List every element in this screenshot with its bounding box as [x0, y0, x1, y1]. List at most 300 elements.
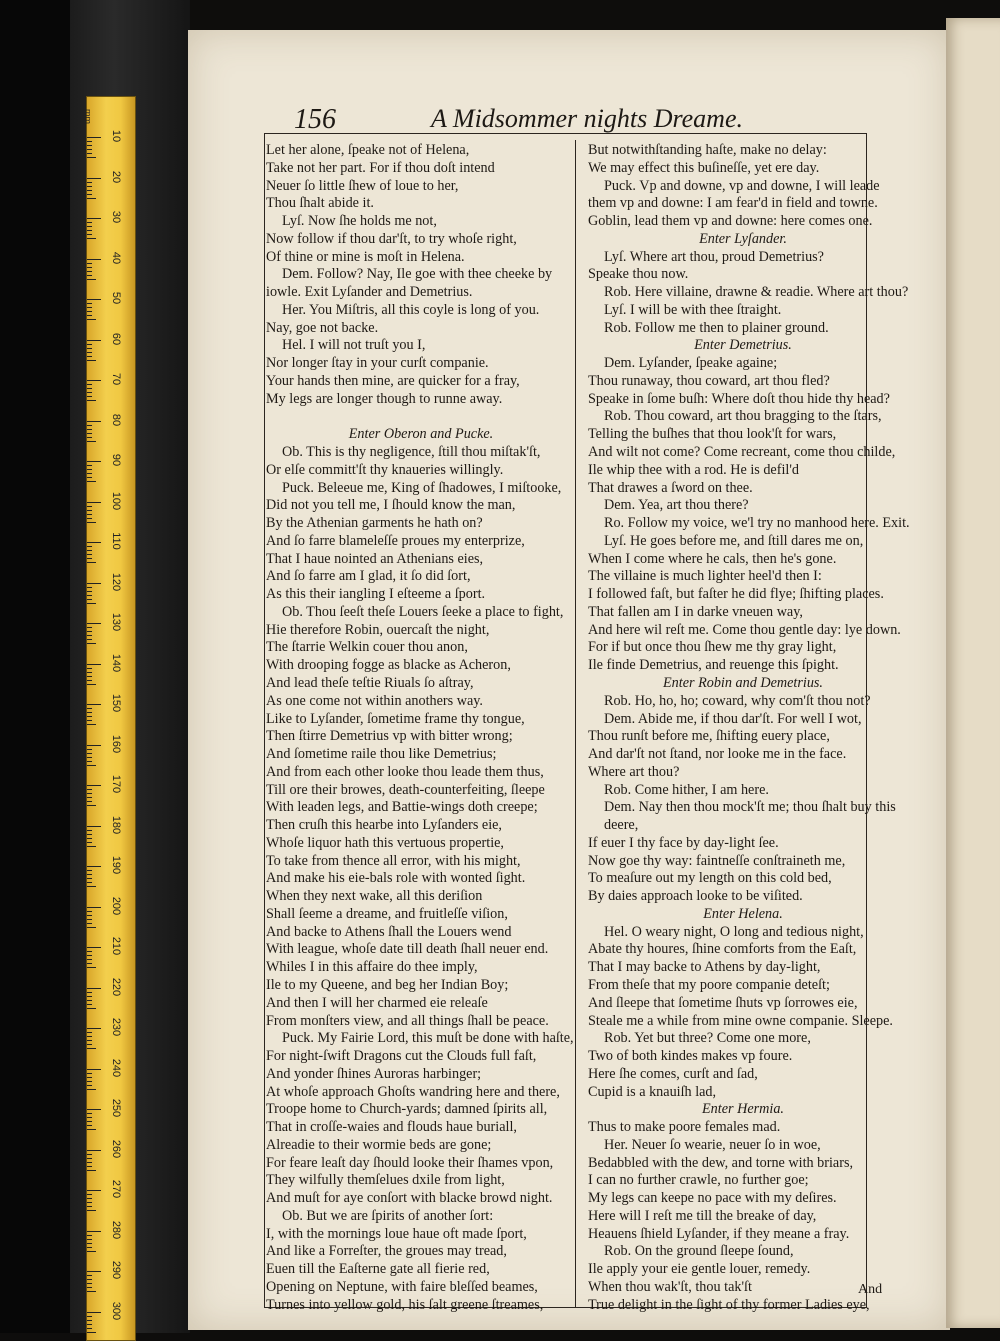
text-line: Her. You Miſtris, all this coyle is long of you. — [282, 301, 540, 318]
ruler-tick — [87, 259, 101, 260]
ruler-mm-tick — [87, 963, 92, 964]
text-line: Then cruſh this hearbe into Lyſanders eie, — [266, 817, 502, 834]
text-line: And backe to Athens ſhall the Louers wend — [266, 923, 512, 940]
ruler-tick — [87, 502, 101, 503]
ruler-half-tick — [87, 562, 96, 563]
ruler-tick — [87, 137, 101, 138]
text-line: Ob. Thou ſeeſt theſe Louers ſeeke a place to fight, — [282, 603, 564, 620]
text-line: Enter Robin and Demetrius. — [663, 674, 823, 691]
ruler-half-tick — [87, 1210, 96, 1211]
ruler-mm-tick — [87, 842, 92, 843]
ruler-mm-tick — [87, 141, 92, 142]
text-line: Thou runſt before me, ſhifting euery place, — [588, 728, 830, 745]
text-line: That I haue nointed an Athenians eies, — [266, 550, 484, 567]
ruler-tick-label: 160 — [110, 734, 122, 753]
text-line: Lyſ. I will be with thee ſtraight. — [604, 301, 782, 318]
text-line: Two of both kindes makes vp foure. — [588, 1048, 793, 1065]
ruler-mm-tick — [87, 550, 92, 551]
text-line: Let her alone, ſpeake not of Helena, — [266, 142, 470, 158]
text-line: Dem. Abide me, if thou dar'ſt. For well I wot, — [604, 710, 862, 727]
ruler-half-tick — [87, 765, 96, 766]
running-title: A Midsommer nights Dreame. — [431, 104, 743, 133]
text-line: That I may backe to Athens by day-light, — [588, 959, 821, 976]
text-line: For feare leaſt day ſhould looke their ſhames vpon, — [266, 1154, 554, 1171]
ruler-mm-tick — [87, 1158, 92, 1159]
text-line: Alreadie to their wormie beds are gone; — [266, 1136, 492, 1153]
ruler-tick-label: 90 — [110, 453, 122, 467]
ruler-half-tick — [87, 1048, 96, 1049]
text-line: The ſtarrie Welkin couer thou anon, — [266, 639, 468, 656]
ruler-mm-tick — [87, 599, 92, 600]
ruler-mm-tick — [87, 1287, 92, 1288]
ruler-mm-tick — [87, 510, 92, 511]
ruler-mm-tick — [87, 992, 92, 993]
ruler-mm-tick — [87, 352, 92, 353]
text-line: Opening on Neptune, with faire bleſſed beames, — [266, 1279, 538, 1295]
ruler-mm-tick — [87, 789, 92, 790]
text-line: Bedabbled with the dew, and torne with briars, — [588, 1154, 854, 1171]
ruler-mm-tick — [87, 793, 92, 794]
text-line: And ſo farre am I glad, it ſo did ſort, — [266, 568, 471, 585]
ruler-mm-tick — [87, 1032, 92, 1033]
ruler-mm-tick — [87, 145, 92, 146]
ruler-mm-tick — [87, 425, 92, 426]
text-line: Neuer ſo little ſhew of loue to her, — [266, 177, 459, 194]
ruler-half-tick — [87, 805, 96, 806]
text-line: My legs are longer though to runne away. — [266, 390, 503, 407]
ruler-mm-tick — [87, 591, 92, 592]
text-line: Puck. Vp and downe, vp and downe, I will leade — [604, 177, 880, 194]
ruler-mm-tick — [87, 834, 92, 835]
ruler-mm-tick — [87, 344, 92, 345]
ruler-mm-tick — [87, 1239, 92, 1240]
text-line: Dem. Follow? Nay, Ile goe with thee cheeke by — [282, 266, 553, 283]
ruler-tick — [87, 745, 101, 746]
ruler-tick-label: 300 — [110, 1301, 122, 1320]
ruler-half-tick — [87, 724, 96, 725]
ruler-tick — [87, 704, 101, 705]
ruler-mm-tick — [87, 955, 92, 956]
ruler-mm-tick — [87, 1073, 92, 1074]
text-line: That fallen am I in darke vneuen way, — [588, 603, 803, 620]
ruler-tick — [87, 866, 101, 867]
ruler-mm-tick — [87, 631, 92, 632]
ruler-half-tick — [87, 157, 96, 158]
ruler-mm-tick — [87, 595, 92, 596]
ruler-mm-tick — [87, 1275, 92, 1276]
ruler-mm-tick — [87, 437, 92, 438]
text-line: Hel. O weary night, O long and tedious night, — [604, 923, 864, 940]
ruler-tick — [87, 461, 101, 462]
text-line: From monſters view, and all things ſhall be peace. — [266, 1012, 549, 1029]
text-line: My legs can keepe no pace with my deſires. — [588, 1190, 837, 1207]
ruler-tick — [87, 1312, 101, 1313]
ruler-mm-tick — [87, 668, 92, 669]
text-line: And make his eie-bals role with wonted ſight. — [266, 870, 526, 887]
ruler-tick-label: 240 — [110, 1058, 122, 1077]
text-line: Enter Lyſander. — [699, 230, 787, 247]
ruler-mm-tick — [87, 874, 92, 875]
ruler-tick-label: 280 — [110, 1220, 122, 1239]
ruler-mm-tick — [87, 1004, 92, 1005]
text-line: To take from thence all error, with his might, — [266, 852, 521, 869]
ruler-mm-tick — [87, 307, 92, 308]
text-line: Take not her part. For if thou doſt intend — [266, 159, 495, 176]
ruler-mm-tick — [87, 558, 92, 559]
text-line: True delight in the ſight of thy former Ladies eye, — [588, 1296, 870, 1313]
ruler-mm-tick — [87, 1283, 92, 1284]
ruler-mm-tick — [87, 838, 92, 839]
text-line: Speake in ſome buſh: Where doſt thou hide thy head? — [588, 390, 890, 407]
ruler-tick-label: 200 — [110, 896, 122, 915]
ruler-mm-tick — [87, 1328, 92, 1329]
ruler-mm-tick — [87, 469, 92, 470]
text-line: Abate thy houres, ſhine comforts from the Eaſt, — [588, 941, 857, 958]
text-line: Ile finde Demetrius, and reuenge this ſpight. — [588, 657, 839, 674]
text-line: Enter Helena. — [703, 905, 783, 922]
ruler-mm-tick — [87, 1162, 92, 1163]
text-line: Speake thou now. — [588, 266, 689, 283]
ruler-half-tick — [87, 522, 96, 523]
ruler-tick — [87, 1150, 101, 1151]
text-line: That drawes a ſword on thee. — [588, 479, 753, 496]
ruler-mm-tick — [87, 761, 92, 762]
text-line: And yonder ſhines Auroras harbinger; — [266, 1065, 482, 1082]
ruler-half-tick — [87, 643, 96, 644]
ruler-mm-tick — [87, 514, 92, 515]
text-line: Steale me a while from mine owne companie. Sleepe. — [588, 1012, 893, 1029]
facing-page-edge — [946, 18, 1000, 1328]
ruler-half-tick — [87, 1170, 96, 1171]
text-line: And like a Forreſter, the groues may tread, — [266, 1243, 507, 1260]
catchword: And — [858, 1282, 883, 1297]
ruler-mm-tick — [87, 1154, 92, 1155]
text-line: Ile apply your eie gentle louer, remedy. — [588, 1261, 811, 1278]
ruler-tick-label: 100 — [110, 491, 122, 510]
text-line: And ſo farre blameleſſe proues my enterprize, — [266, 532, 525, 549]
text-line: Enter Hermia. — [702, 1101, 784, 1118]
text-line: Lyſ. Where art thou, proud Demetrius? — [604, 248, 824, 265]
ruler-tick — [87, 785, 101, 786]
ruler-mm-tick — [87, 1166, 92, 1167]
text-line: Telling the buſhes that thou look'ſt for wars, — [588, 426, 837, 443]
ruler-mm-tick — [87, 672, 92, 673]
text-line: They wilfully themſelues dxile from light, — [266, 1172, 505, 1189]
ruler-mm-tick — [87, 554, 92, 555]
ruler-mm-tick — [87, 186, 92, 187]
text-line: And here wil reſt me. Come thou gentle day: lye down. — [588, 621, 901, 638]
ruler-tick — [87, 988, 101, 989]
ruler-tick-label: 290 — [110, 1260, 122, 1280]
ruler-tick — [87, 907, 101, 908]
ruler-tick — [87, 340, 101, 341]
ruler-tick — [87, 542, 101, 543]
text-line: Now follow if thou dar'ſt, to try whoſe right, — [266, 230, 517, 247]
text-line: And from each other looke thou leade them thus, — [266, 763, 544, 780]
ruler-mm-tick — [87, 356, 92, 357]
ruler-tick-label: 70 — [110, 372, 122, 386]
ruler-tick — [87, 1271, 101, 1272]
text-line: As this their iangling I eſteeme a ſport. — [266, 586, 486, 603]
ruler-mm-tick — [87, 801, 92, 802]
ruler-mm-tick — [87, 230, 92, 231]
ruler-half-tick — [87, 684, 96, 685]
ruler-half-tick — [87, 481, 96, 482]
ruler-tick — [87, 299, 101, 300]
text-line: With league, whoſe date till death ſhall neuer end. — [266, 941, 549, 958]
text-line: As one come not within anothers way. — [266, 692, 483, 709]
ruler-tick-label: 80 — [110, 413, 122, 426]
ruler-mm-tick — [87, 473, 92, 474]
ruler-tick-label: 120 — [110, 572, 122, 591]
ruler-half-tick — [87, 1251, 96, 1252]
text-line: Enter Oberon and Pucke. — [348, 426, 494, 443]
text-line: Thou runaway, thou coward, art thou fled? — [588, 372, 830, 389]
text-line: Turnes into yellow gold, his ſalt greene ſtreames, — [266, 1296, 544, 1313]
ruler-tick — [87, 1231, 101, 1232]
ruler-mm-tick — [87, 348, 92, 349]
text-line: Hel. I will not truſt you I, — [282, 337, 426, 354]
ruler-tick-label: 230 — [110, 1017, 122, 1037]
ruler-mm-tick — [87, 1320, 92, 1321]
text-line: And lead theſe teſtie Riuals ſo aſtray, — [266, 674, 474, 691]
text-line: Puck. Beleeue me, King of ſhadowes, I miſtooke, — [282, 479, 562, 496]
ruler-mm-tick — [87, 303, 92, 304]
ruler-mm-tick — [87, 951, 92, 952]
text-line: And ſometime raile thou like Demetrius; — [266, 746, 497, 763]
ruler-half-tick — [87, 360, 96, 361]
ruler-tick — [87, 947, 101, 948]
text-line: Cupid is a knauiſh lad, — [588, 1083, 717, 1100]
ruler-mm-tick — [87, 433, 92, 434]
ruler-mm-tick — [87, 882, 92, 883]
ruler-mm-tick — [87, 194, 92, 195]
text-line: Then ſtirre Demetrius vp with bitter wrong; — [266, 728, 513, 745]
ruler-mm-tick — [87, 720, 92, 721]
text-line: With drooping fogge as blacke as Acheron, — [266, 657, 511, 674]
ruler-mm-tick — [87, 712, 92, 713]
ruler-mm-tick — [87, 1198, 92, 1199]
ruler-mm-tick — [87, 271, 92, 272]
ruler-tick-label: 250 — [110, 1098, 122, 1118]
ruler-mm-tick — [87, 226, 92, 227]
text-line: Ile whip thee with a rod. He is defil'd — [588, 461, 799, 478]
ruler-tick-label: 20 — [110, 170, 122, 183]
ruler-mm-tick — [87, 518, 92, 519]
ruler-tick-label: 150 — [110, 693, 122, 713]
page-header — [264, 100, 867, 134]
ruler-mm-tick — [87, 182, 92, 183]
text-line: And muſt for aye conſort with blacke browd night. — [266, 1190, 553, 1207]
ruler-tick — [87, 826, 101, 827]
text-line: Here ſhe comes, curſt and ſad, — [588, 1065, 758, 1082]
text-line: Lyſ. Now ſhe holds me not, — [282, 213, 437, 230]
ruler-mm-tick — [87, 477, 92, 478]
ruler-mm-tick — [87, 315, 92, 316]
text-line: Rob. On the ground ſleepe ſound, — [604, 1243, 794, 1260]
ruler-mm-tick — [87, 919, 92, 920]
ruler-mm-tick — [87, 1243, 92, 1244]
ruler-tick — [87, 380, 101, 381]
ruler-half-tick — [87, 1089, 96, 1090]
text-line: Ob. But we are ſpirits of another ſort: — [282, 1207, 494, 1224]
ruler-mm-tick — [87, 546, 92, 547]
text-line: By the Athenian garments he hath on? — [266, 515, 483, 532]
ruler-half-tick — [87, 967, 96, 968]
ruler-mm-tick — [87, 996, 92, 997]
ruler-half-tick — [87, 1008, 96, 1009]
text-line: Heauens ſhield Lyſander, if they meane a fray. — [588, 1225, 850, 1242]
text-line: That in croſſe-waies and flouds haue buriall, — [266, 1119, 517, 1136]
text-line: iowle. Exit Lyſander and Demetrius. — [266, 284, 473, 301]
ruler-tick-label: 140 — [110, 653, 122, 672]
ruler-mm-tick — [87, 708, 92, 709]
text-line: Of thine or mine is moſt in Helena. — [266, 248, 465, 265]
text-line: For night-ſwift Dragons cut the Clouds full faſt, — [266, 1048, 537, 1065]
ruler-mm-tick — [87, 1040, 92, 1041]
ruler-mm-tick — [87, 587, 92, 588]
text-line: With leaden legs, and Battie-wings doth creepe; — [266, 799, 538, 816]
ruler-mm-tick — [87, 680, 92, 681]
ruler-mm-tick — [87, 1206, 92, 1207]
text-line: When thou wak'ſt, thou tak'ſt — [588, 1279, 752, 1295]
ruler-tick-label: 190 — [110, 855, 122, 875]
text-line: Troope home to Church-yards; damned ſpirits all, — [266, 1101, 548, 1118]
ruler-tick-label: 260 — [110, 1139, 122, 1158]
text-line: I can no further crawle, no further goe; — [588, 1172, 809, 1189]
ruler-mm-tick — [87, 878, 92, 879]
ruler-tick-label: 220 — [110, 977, 122, 996]
ruler-tick — [87, 583, 101, 584]
ruler-mm-tick — [87, 1085, 92, 1086]
ruler-mm-tick — [87, 1113, 92, 1114]
ruler-tick-label: 270 — [110, 1179, 122, 1199]
ruler-half-tick — [87, 441, 96, 442]
text-line: And ſleepe that ſometime ſhuts vp ſorrowes eie, — [588, 994, 858, 1011]
left-text-column — [266, 142, 576, 1315]
text-line: Till ore their browes, death-counterfeiting, ſleepe — [266, 781, 545, 798]
ruler-mm-tick — [87, 923, 92, 924]
ruler-tick-label: 180 — [110, 815, 122, 834]
ruler-mm-tick — [87, 635, 92, 636]
text-line: Lyſ. He goes before me, and ſtill dares me on, — [604, 532, 864, 549]
ruler-mm-tick — [87, 757, 92, 758]
ruler-mm-tick — [87, 959, 92, 960]
ruler-tick — [87, 664, 101, 665]
ruler-half-tick — [87, 1129, 96, 1130]
text-line: And then I will her charmed eie releaſe — [266, 994, 488, 1011]
ruler-mm-tick — [87, 870, 92, 871]
ruler-mm-tick — [87, 1125, 92, 1126]
right-text-column — [588, 142, 910, 1315]
ruler-tick-label: 210 — [110, 936, 122, 956]
text-line: deere, — [604, 817, 639, 834]
text-line: Goblin, lead them vp and downe: here comes one. — [588, 213, 873, 230]
ruler-mm-tick — [87, 1324, 92, 1325]
ruler-mm-tick — [87, 222, 92, 223]
ruler-mm-tick — [87, 1247, 92, 1248]
ruler-mm-tick — [87, 716, 92, 717]
ruler-half-tick — [87, 198, 96, 199]
ruler-tick — [87, 623, 101, 624]
ruler-mm-tick — [87, 1279, 92, 1280]
text-line: Ile to my Queene, and beg her Indian Boy; — [266, 976, 509, 993]
ruler-mm-tick — [87, 1235, 92, 1236]
text-line: I, with the mornings loue haue oft made ſport, — [266, 1225, 527, 1242]
text-line: Shall ſeeme a dreame, and fruitleſſe viſion, — [266, 905, 508, 922]
text-line: Nor longer ſtay in your curſt companie. — [266, 355, 489, 372]
text-line: If euer I thy face by day-light ſee. — [588, 834, 779, 851]
ruler-tick-label: 170 — [110, 774, 122, 794]
text-line: Rob. Yet but three? Come one more, — [604, 1030, 811, 1047]
ruler-tick-label: 30 — [110, 210, 122, 224]
ruler-tick-label: 40 — [110, 251, 122, 264]
dark-binding-band — [0, 0, 70, 1333]
text-line: And wilt not come? Come recreant, come thou childe, — [588, 444, 896, 461]
text-line: We may effect this buſineſſe, yet ere day. — [588, 159, 820, 176]
ruler-mm-tick — [87, 234, 92, 235]
text-line: Thus to make poore females mad. — [588, 1119, 781, 1136]
ruler-mm-tick — [87, 388, 92, 389]
ruler-mm-tick — [87, 149, 92, 150]
text-line: Ob. This is thy negligence, ſtill thou miſtak'ſt, — [282, 444, 541, 461]
text-line: Did not you tell me, I ſhould know the man, — [266, 497, 516, 514]
ruler-mm-tick — [87, 384, 92, 385]
ruler-mm-tick — [87, 506, 92, 507]
text-line: Here will I reſt me till the breake of day, — [588, 1207, 817, 1224]
ruler-tick-label: 60 — [110, 332, 122, 345]
ruler-half-tick — [87, 1291, 96, 1292]
ruler-mm-tick — [87, 830, 92, 831]
text-line: Rob. Thou coward, art thou bragging to the ſtars, — [604, 408, 882, 425]
text-line: Dem. Lyſander, ſpeake againe; — [604, 355, 778, 372]
text-line: Rob. Come hither, I am here. — [604, 781, 769, 798]
text-line: The villaine is much lighter heel'd then I: — [588, 568, 822, 585]
text-line: Hie therefore Robin, ouercaſt the night, — [266, 621, 490, 638]
ruler-mm-tick — [87, 190, 92, 191]
text-line: I followed faſt, but faſter he did flye; ſhifting places. — [588, 586, 884, 603]
ruler-half-tick — [87, 400, 96, 401]
ruler-half-tick — [87, 927, 96, 928]
ruler-half-tick — [87, 238, 96, 239]
ruler-mm-tick — [87, 1077, 92, 1078]
text-line: For if but once thou ſhew me thy gray light, — [588, 639, 837, 656]
ruler-mm-tick — [87, 275, 92, 276]
ruler-mm-tick — [87, 749, 92, 750]
text-line: Nay, goe not backe. — [266, 319, 379, 336]
measuring-ruler — [83, 96, 136, 1341]
ruler-mm-tick — [87, 1316, 92, 1317]
text-line: By daies approach looke to be viſited. — [588, 888, 803, 905]
ruler-mm-tick — [87, 639, 92, 640]
text-line: And dar'ſt not ſtand, nor looke me in the face. — [588, 746, 847, 763]
text-line: When they next wake, all this deriſion — [266, 888, 483, 905]
ruler-mm-tick — [87, 1117, 92, 1118]
ruler-mm-tick — [87, 153, 92, 154]
ruler-mm-tick — [87, 1202, 92, 1203]
text-line: Enter Demetrius. — [694, 337, 792, 354]
ruler-tick — [87, 1190, 101, 1191]
text-line: Rob. Follow me then to plainer ground. — [604, 319, 829, 336]
ruler-mm-tick — [87, 1000, 92, 1001]
text-line: Thou ſhalt abide it. — [266, 195, 374, 212]
ruler-mm-tick — [87, 627, 92, 628]
ruler-tick — [87, 1028, 101, 1029]
text-line: Rob. Ho, ho, ho; coward, why com'ſt thou not? — [604, 692, 871, 709]
ruler-mm-tick — [87, 1121, 92, 1122]
ruler-tick-label: 110 — [110, 532, 122, 550]
text-line: From theſe that my poore companie deteſt; — [588, 976, 830, 993]
